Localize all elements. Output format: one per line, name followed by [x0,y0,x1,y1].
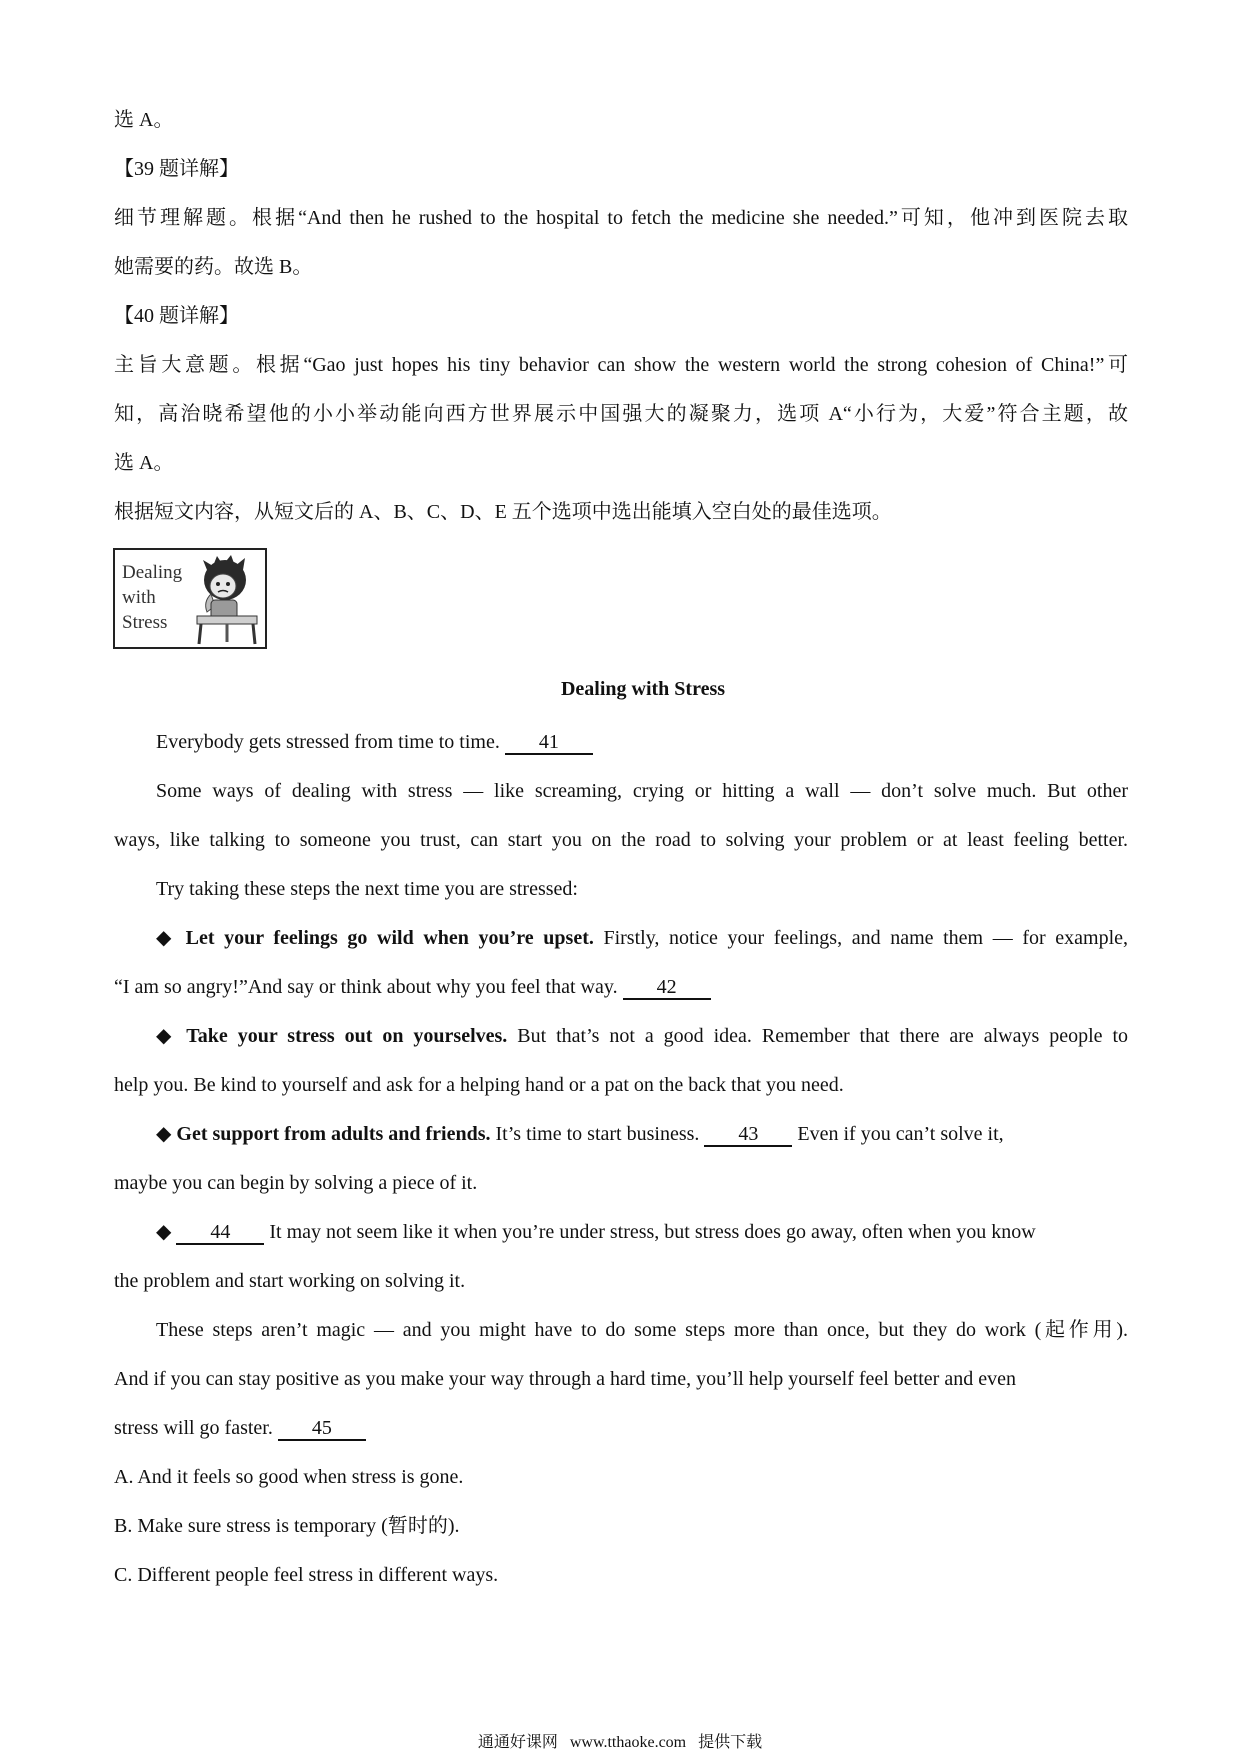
step-3-line2: maybe you can begin by solving a piece of it. [114,1172,478,1194]
blank-43: 43 [704,1123,792,1147]
explanation-40-line1: 主旨大意题。根据“Gao just hopes his tiny behavior can show the western world the strong cohesion of China!”可 [114,354,1128,376]
step-4-line2: the problem and start working on solving it. [114,1270,466,1292]
bullet-icon: ◆ [156,927,176,949]
step-1-line1: ◆ Let your feelings go wild when you’re upset. Firstly, notice your feelings, and name them — for example, [156,927,1129,949]
bullet-icon: ◆ [156,1221,172,1243]
paragraph-3: Try taking these steps the next time you are stressed: [156,878,578,900]
step-3-line1: ◆ Get support from adults and friends. It’s time to start business. 43 Even if you can’t solve it, [156,1123,1004,1145]
paragraph-4-line1: These steps aren’t magic — and you might have to do some steps more than once, but they do work (起作用). [156,1319,1128,1341]
answer-line: 选 A。 [114,109,174,131]
section-instruction: 根据短文内容，从短文后的 A、B、C、D、E 五个选项中选出能填入空白处的最佳选项。 [114,501,892,523]
logo-text: Dealing with Stress [122,562,183,633]
blank-41: 41 [505,731,593,755]
stressed-child-at-desk-icon [189,554,261,646]
paragraph-2-line2: ways, like talking to someone you trust, can start you on the road to solving your problem or at least feeling better. [114,829,1128,851]
bullet-icon: ◆ [156,1025,177,1047]
paragraph-4-line2: And if you can stay positive as you make your way through a hard time, you’ll help yourself feel better and even [114,1368,1016,1390]
explanation-39-line2: 她需要的药。故选 B。 [114,256,313,278]
step-4-line1: ◆ 44 It may not seem like it when you’re under stress, but stress does go away, often when you know [156,1221,1036,1243]
step-2-heading: Take your stress out on yourselves. [186,1025,508,1047]
step-2-line1: ◆ Take your stress out on yourselves. But that’s not a good idea. Remember that there are always people to [156,1025,1129,1047]
paragraph-2-line1: Some ways of dealing with stress — like screaming, crying or hitting a wall — don’t solve much. But other [156,780,1128,802]
step-1-line2: “I am so angry!”And say or think about why you feel that way. 42 [114,975,711,1000]
blank-42: 42 [623,976,711,1000]
step-2-line2: help you. Be kind to yourself and ask for a helping hand or a pat on the back that you need. [114,1074,844,1096]
heading-39: 【39 题详解】 [114,158,239,180]
explanation-40-line3: 选 A。 [114,452,174,474]
blank-44: 44 [176,1221,264,1245]
footer-site-name: 通通好课网 [477,1734,558,1751]
bullet-icon: ◆ [156,1123,172,1145]
passage-title: Dealing with Stress [560,678,726,700]
footer-suffix: 提供下载 [698,1734,763,1751]
step-1-heading: Let your feelings go wild when you’re upset. [185,927,594,949]
blank-45: 45 [278,1417,366,1441]
explanation-40-line2: 知，高治晓希望他的小小举动能向西方世界展示中国强大的凝聚力，选项 A“小行为，大爱”符合主题，故 [114,403,1128,425]
footer-url: www.tthaoke.com [569,1734,687,1751]
heading-40: 【40 题详解】 [114,305,239,327]
step-3-heading: Get support from adults and friends. [176,1123,491,1145]
dealing-with-stress-logo [113,548,267,649]
explanation-39-line1: 细节理解题。根据“And then he rushed to the hospital to fetch the medicine she needed.”可知，他冲到医院去取 [114,207,1128,229]
option-b: B. Make sure stress is temporary (暂时的). [114,1515,460,1537]
page-footer [0,1734,1240,1752]
paragraph-1: Everybody gets stressed from time to time. 41 [156,730,593,755]
option-c: C. Different people feel stress in different ways. [114,1564,499,1586]
option-a: A. And it feels so good when stress is gone. [114,1466,464,1488]
paragraph-4-line3: stress will go faster. 45 [114,1416,366,1441]
